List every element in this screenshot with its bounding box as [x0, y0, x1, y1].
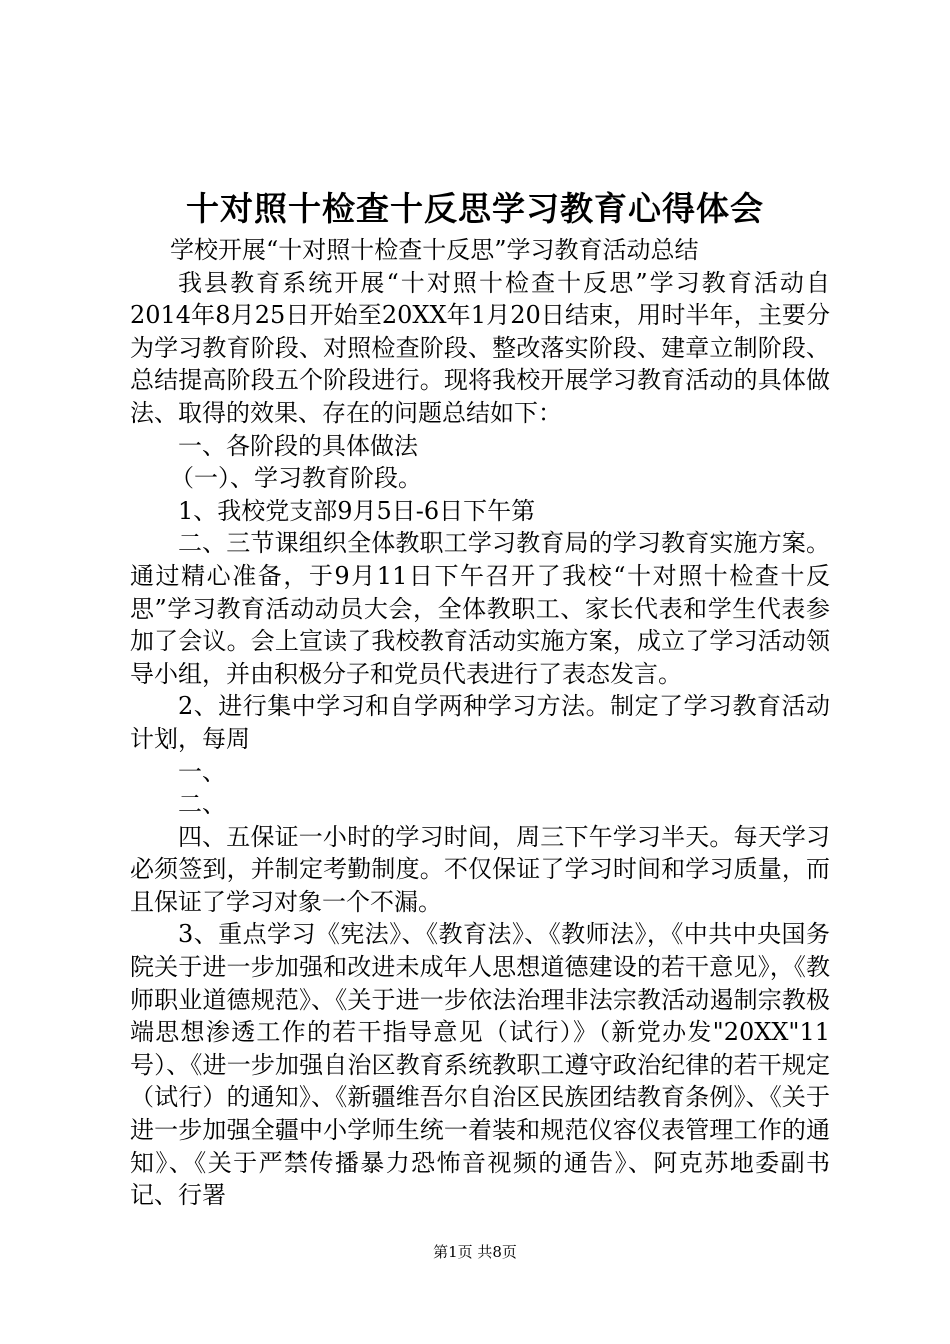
document-title: 十对照十检查十反思学习教育心得体会 [186, 189, 764, 228]
page-footer: 第1页 共8页 [433, 1243, 517, 1261]
paragraph-item-1-cont: 二、三节课组织全体教职工学习教育局的学习教育实施方案。通过精心准备，于9月11日下午召开了我校“十对照十检查十反思”学习教育活动动员大会，全体教职工、家长代表和学生代表参加了会议。会上宣读了我校教育活动实施方案，成立了学习活动领导小组，并由积极分子和党员代表进行了表态发言。 [130, 529, 830, 688]
paragraph-item-2-b: 二、 [178, 790, 226, 819]
paragraph-subtitle: 学校开展“十对照十检查十反思”学习教育活动总结 [170, 236, 699, 264]
paragraph-heading-1-1: （一）、学习教育阶段。 [170, 464, 422, 493]
paragraph-item-3: 3、重点学习《宪法》、《教育法》、《教师法》，《中共中央国务院关于进一步加强和改进未成年人思想道德建设的若干意见》，《教师职业道德规范》、《关于进一步依法治理非法宗教活动遏制宗教极端思想渗透工作的若干指导意见（试行）》（新党办发"20XX"11号）、《进一步加强自治区教育系统教职工遵守政治纪律的若干规定（试行）的通知》、《新疆维吾尔自治区民族团结教育条例》、《关于进一步加强全疆中小学师生统一着装和规范仪容仪表管理工作的通知》、《关于严禁传播暴力恐怖音视频的通告》、阿克苏地委副书记、行署 [130, 920, 830, 1210]
document-body [130, 234, 830, 1212]
paragraph-item-2-cont: 四、五保证一小时的学习时间，周三下午学习半天。每天学习必须签到，并制定考勤制度。不仅保证了学习时间和学习质量，而且保证了学习对象一个不漏。 [130, 822, 830, 916]
paragraph-heading-1: 一、各阶段的具体做法 [178, 431, 418, 460]
paragraph-item-1: 1、我校党支部9月5日-6日下午第 [178, 496, 536, 525]
paragraph-intro: 我县教育系统开展“十对照十检查十反思”学习教育活动自2014年8月25日开始至20XX年1月20日结束，用时半年，主要分为学习教育阶段、对照检查阶段、整改落实阶段、建章立制阶段、总结提高阶段五个阶段进行。现将我校开展学习教育活动的具体做法、取得的效果、存在的问题总结如下： [130, 268, 830, 427]
paragraph-item-2: 2、进行集中学习和自学两种学习方法。制定了学习教育活动计划，每周 [130, 692, 830, 753]
paragraph-item-2-a: 一、 [178, 757, 226, 786]
